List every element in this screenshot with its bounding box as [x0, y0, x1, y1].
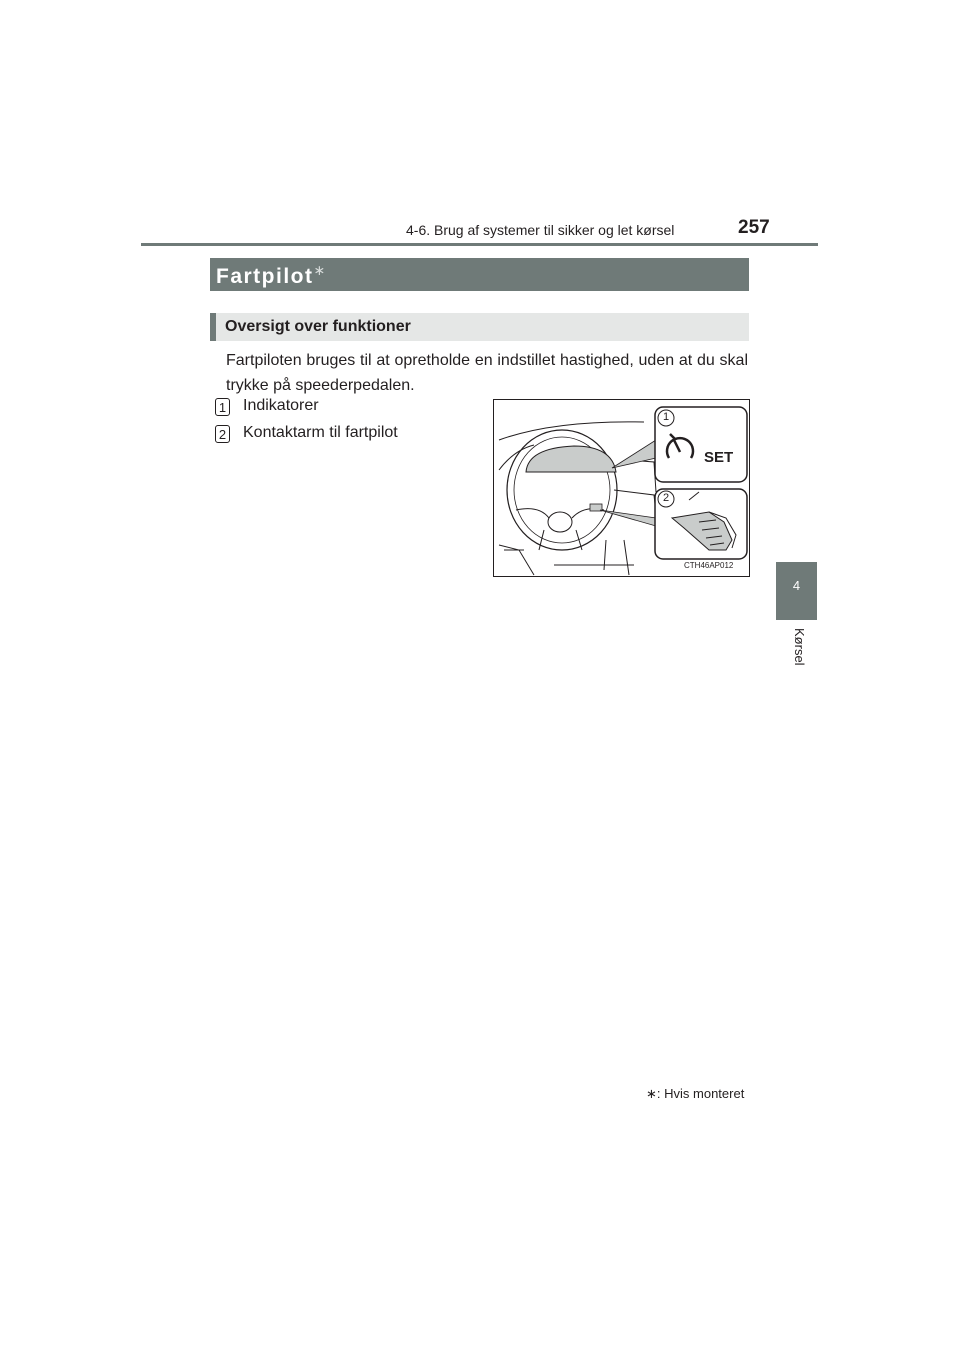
subheading-bar	[210, 313, 749, 341]
title-asterisk: ∗	[313, 262, 326, 278]
set-label: SET	[704, 449, 734, 466]
item-label: Kontaktarm til fartpilot	[243, 424, 398, 441]
subheading: Oversigt over funktioner	[225, 318, 411, 335]
chapter-label: Kørsel	[792, 628, 807, 666]
title-bar	[210, 258, 749, 291]
item-label: Indikatorer	[243, 397, 319, 414]
figure-code: CTH46AP012	[684, 561, 734, 570]
chapter-number: 4	[792, 578, 801, 593]
figure-callout-1: 1	[662, 411, 670, 423]
title-text: Fartpilot	[216, 265, 314, 288]
footnote: ∗: Hvis monteret	[646, 1086, 745, 1101]
chapter-tab	[776, 562, 817, 620]
figure-callout-2: 2	[662, 492, 670, 504]
page-title	[216, 262, 325, 289]
intro-paragraph: Fartpiloten bruges til at opretholde en indstillet hastighed, uden at du skal trykke på speederpedalen.	[226, 352, 748, 394]
cruise-control-figure	[493, 399, 750, 577]
header-rule	[141, 243, 818, 246]
item-number: 1	[215, 398, 230, 416]
item-number: 2	[215, 425, 230, 443]
steering-wheel-illustration	[494, 400, 749, 576]
section-title: 4-6. Brug af systemer til sikker og let kørsel	[406, 222, 675, 238]
subheading-accent	[210, 313, 216, 341]
page-number: 257	[738, 217, 770, 238]
